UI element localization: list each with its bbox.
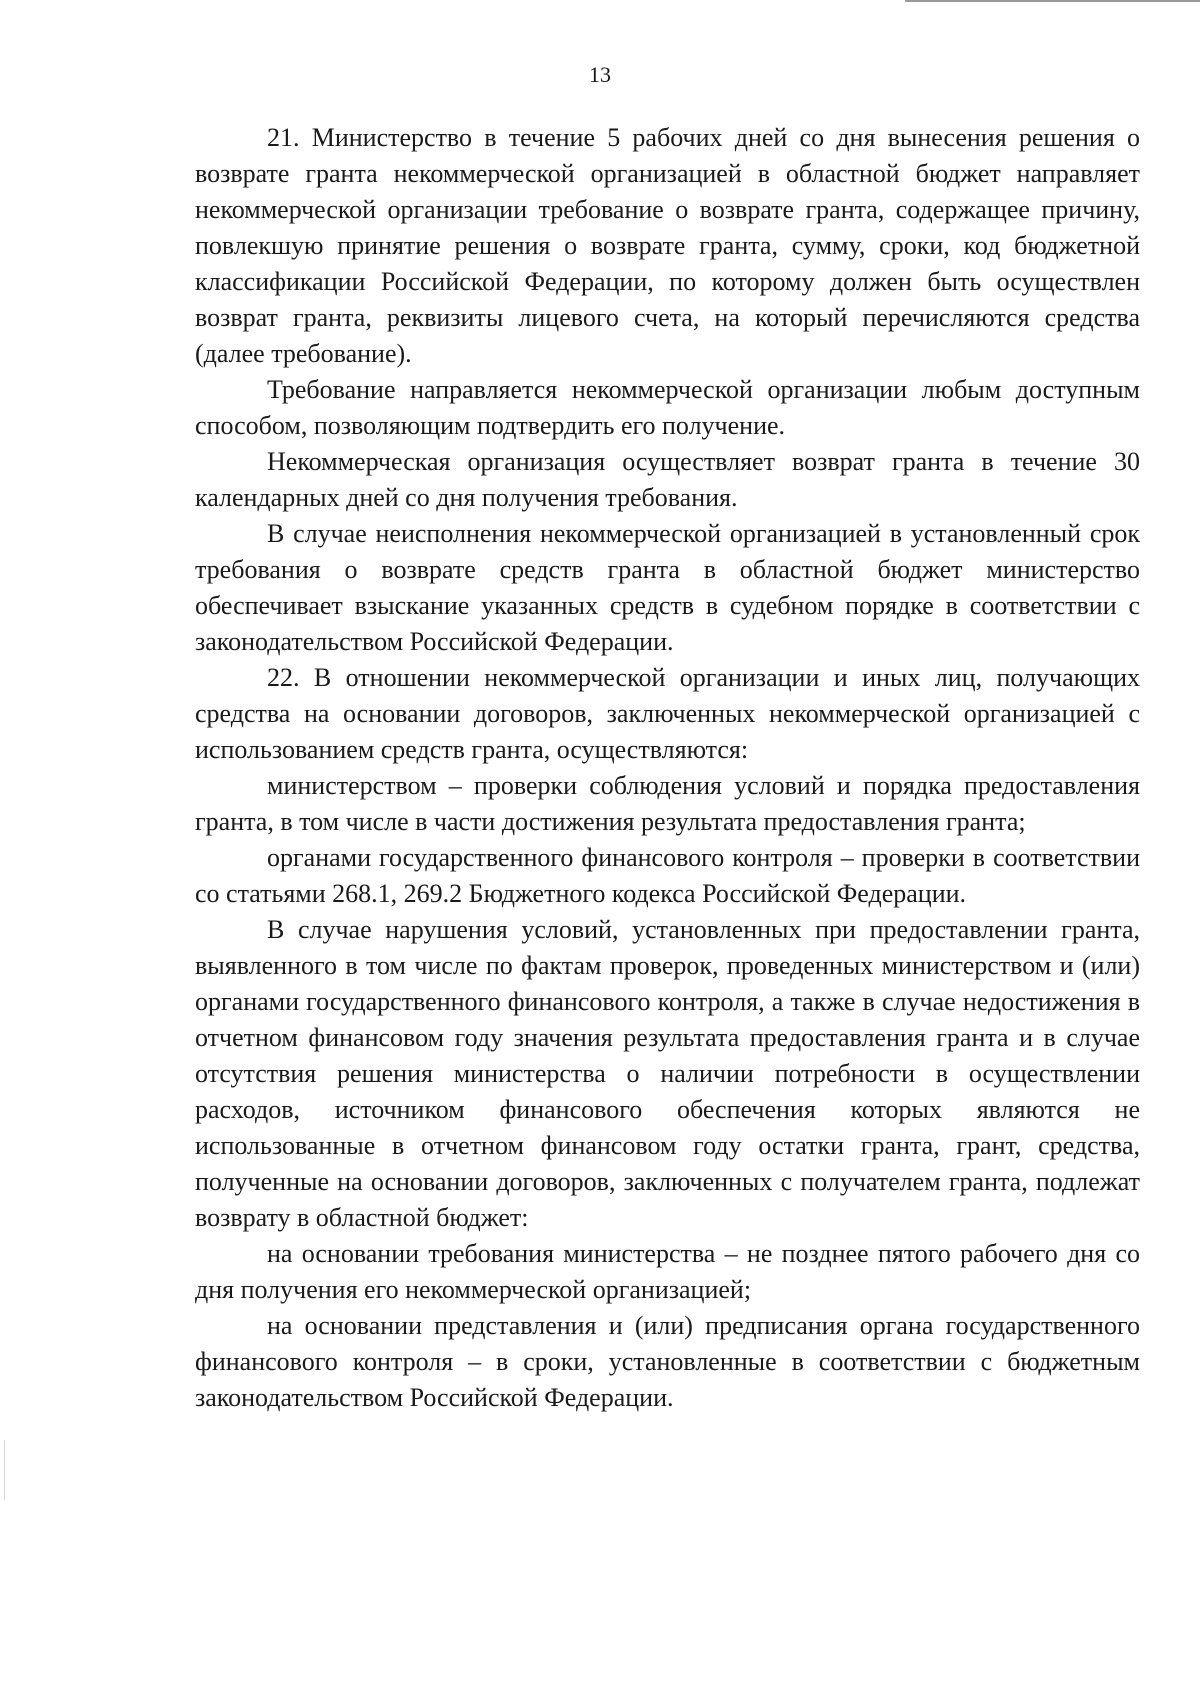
paragraph-control-body-deadline: на основании представления и (или) предписания органа государственного финансового контроля – в сроки, установленные в соответствии с бюджетным законодательством Российской Федерации.	[195, 1311, 1140, 1412]
paragraph-ministry-inspections: министерством – проверки соблюдения условий и порядка предоставления гранта, в том числе в части достижения результата предоставления гранта;	[195, 771, 1140, 836]
paragraph-ministry-demand-deadline: на основании требования министерства – не позднее пятого рабочего дня со дня получения его некоммерческой организацией;	[195, 1239, 1140, 1304]
scan-artifact-line	[4, 1440, 5, 1500]
paragraph-violation-return: В случае нарушения условий, установленных при предоставлении гранта, выявленного в том числе по фактам проверок, проведенных министерством и (или) органами государственного финансового контроля, а также в случае недостижения в отчетном финансовом году значения результата предоставления гранта и в случае отсутствия решения министерства о наличии потребности в осуществлении расходов, источником финансового обеспечения которых являются не использованные в отчетном финансовом году остатки гранта, грант, средства, полученные на основании договоров, заключенных с получателем гранта, подлежат возврату в областной бюджет:	[195, 915, 1140, 1232]
paragraph-21-return-requirement: 21. Министерство в течение 5 рабочих дней со дня вынесения решения о возврате гранта некоммерческой организацией в областной бюджет направляет некоммерческой организации требование о возврате гранта, содержащее причину, повлекшую принятие решения о возврате гранта, сумму, сроки, код бюджетной классификации Российской Федерации, по которому должен быть осуществлен возврат гранта, реквизиты лицевого счета, на который перечисляются средства (далее требование).	[195, 123, 1140, 368]
scan-edge-line	[905, 0, 1200, 2]
paragraph-financial-control-inspections: органами государственного финансового контроля – проверки в соответствии со статьями 268.1, 269.2 Бюджетного кодекса Российской Федерации.	[195, 843, 1140, 908]
page-number: 13	[589, 62, 611, 87]
paragraph-return-deadline: Некоммерческая организация осуществляет возврат гранта в течение 30 календарных дней со дня получения требования.	[195, 447, 1140, 512]
paragraph-requirement-delivery: Требование направляется некоммерческой организации любым доступным способом, позволяющим подтвердить его получение.	[195, 375, 1140, 440]
paragraph-22-inspections: 22. В отношении некоммерческой организации и иных лиц, получающих средства на основании договоров, заключенных некоммерческой организацией с использованием средств гранта, осуществляются:	[195, 663, 1140, 764]
paragraph-judicial-recovery: В случае неисполнения некоммерческой организацией в установленный срок требования о возврате средств гранта в областной бюджет министерство обеспечивает взыскание указанных средств в судебном порядке в соответствии с законодательством Российской Федерации.	[195, 519, 1140, 656]
document-body	[195, 120, 1140, 1416]
